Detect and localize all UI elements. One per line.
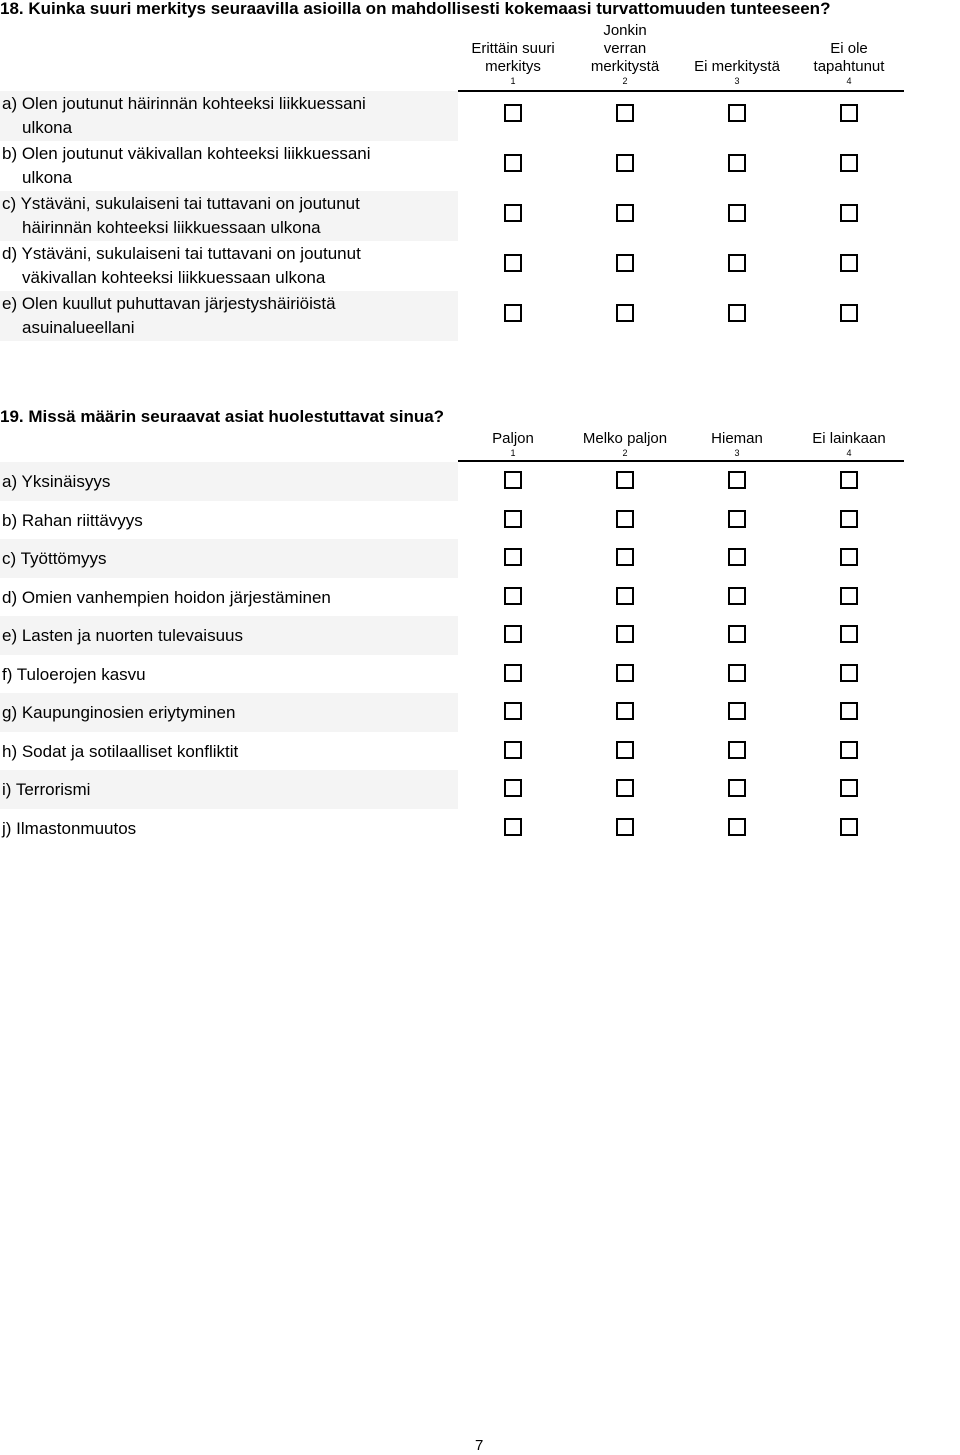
q19-answer-checkbox-4[interactable] [840,587,858,605]
column-header-line: Jonkin [603,22,647,39]
q19-item-label: j) Ilmastonmuutos [2,818,137,838]
q19-item-row [0,501,458,540]
q18-item-row [0,91,458,141]
q19-answer-checkbox-4[interactable] [840,625,858,643]
q19-answer-checkbox-2[interactable] [616,548,634,566]
column-number: 2 [622,76,628,86]
q19-answer-checkbox-2[interactable] [616,587,634,605]
q18-answer-checkbox-1[interactable] [504,154,522,172]
item-label-line: asuinalueellani [22,318,135,337]
q19-answer-checkbox-3[interactable] [728,664,746,682]
q19-column-header-3 [672,430,802,458]
item-label-line: b) Olen joutunut väkivallan kohteeksi liikkuessani [2,144,371,163]
q18-answer-checkbox-4[interactable] [840,254,858,272]
q19-answer-checkbox-2[interactable] [616,625,634,643]
q19-item-label: h) Sodat ja sotilaalliset konfliktit [2,741,239,761]
q19-answer-checkbox-3[interactable] [728,702,746,720]
q19-column-header-4 [784,430,914,458]
q18-answer-checkbox-1[interactable] [504,104,522,122]
column-number: 3 [734,448,740,458]
q19-item-row [0,770,458,809]
q19-column-header-2 [560,430,690,458]
item-label-line: a) Olen joutunut häirinnän kohteeksi liikkuessani [2,94,366,113]
q19-answer-checkbox-3[interactable] [728,741,746,759]
q19-answer-checkbox-2[interactable] [616,818,634,836]
q19-item-row [0,809,458,848]
q18-answer-checkbox-3[interactable] [728,304,746,322]
q19-answer-checkbox-2[interactable] [616,664,634,682]
column-header-line [784,22,914,40]
q18-answer-checkbox-2[interactable] [616,304,634,322]
q19-answer-checkbox-1[interactable] [504,779,522,797]
column-header-line: Ei ole [830,40,868,57]
q18-item-label [2,292,336,340]
q18-item-row [0,191,458,241]
column-header-line: Ei merkitystä [694,58,780,75]
column-number: 1 [510,76,516,86]
q18-column-header-3 [672,22,802,86]
q19-answer-checkbox-1[interactable] [504,664,522,682]
item-label-line: ulkona [22,168,73,187]
column-header-line: verran [603,40,647,57]
q19-item-row [0,578,458,617]
q19-item-label: i) Terrorismi [2,780,91,799]
q18-answer-checkbox-2[interactable] [616,104,634,122]
q19-item-label: a) Yksinäisyys [2,472,111,491]
q18-answer-checkbox-2[interactable] [616,154,634,172]
column-header-line: merkitys [485,58,541,75]
q19-answer-checkbox-4[interactable] [840,510,858,528]
q19-answer-checkbox-1[interactable] [504,471,522,489]
q19-answer-checkbox-3[interactable] [728,779,746,797]
question-18-title: 18. Kuinka suuri merkitys seuraavilla asioilla on mahdollisesti kokemaasi turvattomuuden tunteeseen? [0,0,831,18]
q19-item-row [0,693,458,732]
q19-answer-checkbox-3[interactable] [728,818,746,836]
item-label-line: c) Ystäväni, sukulaiseni tai tuttavani on joutunut [2,194,360,213]
column-header-line: merkitystä [590,58,660,75]
q18-item-label [2,192,360,240]
q19-item-row [0,616,458,655]
q19-answer-checkbox-1[interactable] [504,548,522,566]
column-header-label: Paljon [492,430,534,447]
q19-answer-checkbox-1[interactable] [504,587,522,605]
q19-answer-checkbox-4[interactable] [840,702,858,720]
q18-item-label [2,142,371,190]
column-header-line: tapahtunut [813,58,885,75]
question-19-header-rule [458,460,904,462]
q19-item-row [0,732,458,771]
q18-column-header-4 [784,22,914,86]
q18-item-row [0,291,458,341]
q19-answer-checkbox-4[interactable] [840,471,858,489]
q19-answer-checkbox-1[interactable] [504,702,522,720]
q19-item-row [0,655,458,694]
q19-item-label: e) Lasten ja nuorten tulevaisuus [2,626,243,645]
q19-answer-checkbox-2[interactable] [616,779,634,797]
column-number: 4 [846,76,852,86]
q18-answer-checkbox-1[interactable] [504,304,522,322]
q19-answer-checkbox-1[interactable] [504,741,522,759]
item-label-line: ulkona [22,118,73,137]
q18-answer-checkbox-3[interactable] [728,254,746,272]
column-number: 4 [846,448,852,458]
q19-answer-checkbox-2[interactable] [616,741,634,759]
column-number: 3 [734,76,740,86]
q18-item-label [2,242,361,290]
q19-item-label: f) Tuloerojen kasvu [2,664,146,684]
item-label-line: d) Ystäväni, sukulaiseni tai tuttavani on joutunut [2,244,361,263]
q18-answer-checkbox-2[interactable] [616,254,634,272]
q19-answer-checkbox-4[interactable] [840,779,858,797]
q18-item-row [0,241,458,291]
column-header-label: Melko paljon [582,430,668,447]
q18-answer-checkbox-4[interactable] [840,154,858,172]
q19-answer-checkbox-3[interactable] [728,625,746,643]
question-18-header-rule [458,90,904,92]
q19-answer-checkbox-3[interactable] [728,587,746,605]
column-header-label: Ei lainkaan [812,430,886,447]
q19-answer-checkbox-1[interactable] [504,625,522,643]
q19-item-row [0,539,458,578]
q18-answer-checkbox-4[interactable] [840,204,858,222]
item-label-line: väkivallan kohteeksi liikkuessaan ulkona [22,268,326,287]
column-header-line [672,22,802,40]
q19-answer-checkbox-4[interactable] [840,818,858,836]
column-number: 2 [622,448,628,458]
q19-answer-checkbox-3[interactable] [728,510,746,528]
page-number: 7 [475,1437,484,1454]
q18-answer-checkbox-1[interactable] [504,254,522,272]
q19-column-header-1 [448,430,578,458]
q18-answer-checkbox-2[interactable] [616,204,634,222]
q19-answer-checkbox-2[interactable] [616,510,634,528]
q19-answer-checkbox-1[interactable] [504,510,522,528]
q18-answer-checkbox-1[interactable] [504,204,522,222]
column-header-line: Erittäin suuri [471,40,555,57]
q19-answer-checkbox-4[interactable] [840,741,858,759]
q18-item-label [2,92,366,140]
q18-column-header-2 [560,22,690,86]
q18-answer-checkbox-3[interactable] [728,204,746,222]
q19-item-row [0,462,458,501]
q19-item-label: b) Rahan riittävyys [2,510,143,530]
q19-answer-checkbox-2[interactable] [616,471,634,489]
q18-answer-checkbox-4[interactable] [840,304,858,322]
column-number: 1 [510,448,516,458]
q19-answer-checkbox-4[interactable] [840,664,858,682]
q19-answer-checkbox-2[interactable] [616,702,634,720]
column-header-line [448,22,578,40]
q19-item-label: c) Työttömyys [2,549,107,568]
q19-item-label: d) Omien vanhempien hoidon järjestäminen [2,587,331,607]
q19-answer-checkbox-3[interactable] [728,471,746,489]
q19-answer-checkbox-4[interactable] [840,548,858,566]
column-header-line [672,40,802,58]
q18-answer-checkbox-3[interactable] [728,104,746,122]
q18-item-row [0,141,458,191]
column-header-label: Hieman [711,430,763,447]
question-19-title: 19. Missä määrin seuraavat asiat huolestuttavat sinua? [0,407,445,426]
item-label-line: e) Olen kuullut puhuttavan järjestyshäiriöistä [2,294,336,313]
q19-item-label: g) Kaupunginosien eriytyminen [2,703,236,722]
q19-answer-checkbox-1[interactable] [504,818,522,836]
q18-column-header-1 [448,22,578,86]
q18-answer-checkbox-3[interactable] [728,154,746,172]
q18-answer-checkbox-4[interactable] [840,104,858,122]
q19-answer-checkbox-3[interactable] [728,548,746,566]
item-label-line: häirinnän kohteeksi liikkuessaan ulkona [22,218,321,237]
